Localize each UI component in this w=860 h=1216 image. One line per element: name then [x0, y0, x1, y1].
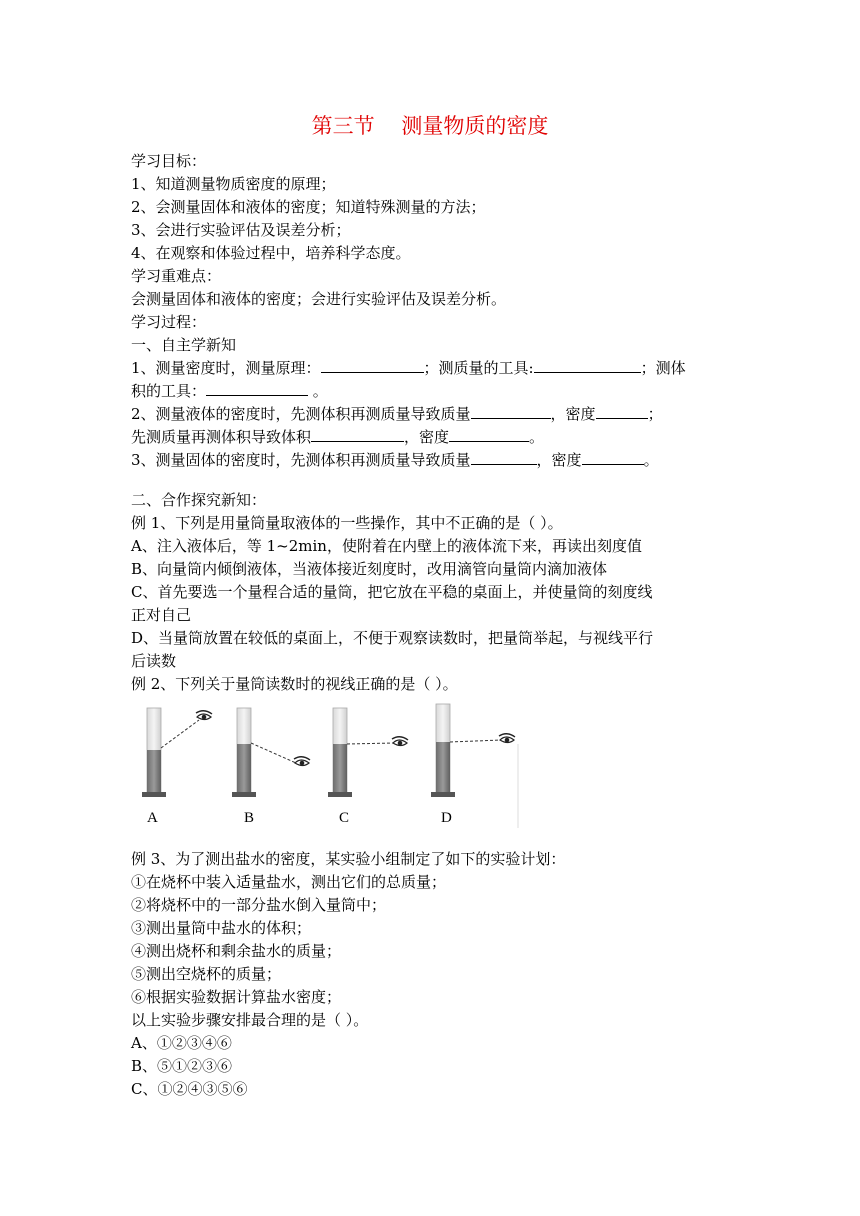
example-3-option-a: A、①②③④⑥: [131, 1034, 232, 1052]
q1-text-volume-tool: 积的工具：: [131, 382, 207, 400]
example-3-step: ⑥根据实验数据计算盐水密度；: [131, 988, 342, 1006]
cylinder-b: [232, 708, 310, 797]
example-3-step: ②将烧杯中的一部分盐水倒入量筒中；: [131, 896, 387, 914]
q2-text-end: 。: [529, 428, 545, 446]
answer-blank[interactable]: [321, 357, 424, 373]
answer-blank[interactable]: [534, 357, 641, 373]
q3-text-solid: 3、测量固体的密度时，先测体积再测质量导致质量: [131, 451, 471, 469]
q2-text-volume: 先测质量再测体积导致体积: [131, 428, 312, 446]
key-points-text: 会测量固体和液体的密度；会进行实验评估及误差分析。: [131, 290, 507, 308]
answer-blank[interactable]: [582, 449, 644, 465]
cylinder-c: [328, 708, 408, 797]
objective-item: 4、在观察和体验过程中，培养科学态度。: [131, 244, 411, 262]
example-1-option-c: C、首先要选一个量程合适的量筒，把它放在平稳的桌面上，并使量筒的刻度线: [131, 583, 653, 601]
figure-label-a: A: [147, 810, 158, 826]
question-1-line-1: [131, 357, 686, 379]
figure-label-b: B: [244, 810, 255, 826]
example-3-question: 例 3、为了测出盐水的密度，某实验小组制定了如下的实验计划：: [131, 850, 566, 868]
question-2-line-2: [131, 426, 544, 448]
question-2-line-1: [131, 403, 663, 425]
answer-blank[interactable]: [311, 426, 404, 442]
answer-blank[interactable]: [471, 403, 551, 419]
example-1-option-d: D、当量筒放置在较低的桌面上，不便于观察读数时，把量筒举起，与视线平行: [131, 629, 654, 647]
process-heading: 学习过程：: [131, 313, 207, 331]
question-1-line-2: [131, 380, 328, 402]
page-title: 第三节 测量物质的密度: [311, 114, 549, 138]
q2-text-density: ，密度: [550, 405, 596, 423]
answer-blank[interactable]: [471, 449, 537, 465]
q3-text-density: ，密度: [536, 451, 582, 469]
answer-blank[interactable]: [449, 426, 529, 442]
q1-text-principle: 1、测量密度时，测量原理：: [131, 359, 321, 377]
q1-text-end: 。: [308, 382, 328, 400]
example-3-step: ①在烧杯中装入适量盐水，测出它们的总质量；: [131, 873, 447, 891]
cylinder-reading-figure: [131, 700, 531, 835]
example-1-option-b: B、向量筒内倾倒液体，当液体接近刻度时，改用滴管向量筒内滴加液体: [131, 560, 608, 578]
example-1-option-d-cont: 后读数: [131, 652, 177, 670]
example-3-option-c: C、①②④③⑤⑥: [131, 1080, 248, 1098]
q1-text-mass-tool: ；测质量的工具:: [423, 359, 534, 377]
example-3-step: ③测出量筒中盐水的体积；: [131, 919, 312, 937]
example-1-option-a: A、注入液体后，等 1~2min，使附着在内壁上的液体流下来，再读出刻度值: [131, 537, 642, 555]
objectives-heading: 学习目标：: [131, 152, 207, 170]
q3-text-end: 。: [643, 451, 659, 469]
q1-text-volume: ；测体: [640, 359, 686, 377]
example-2-question: 例 2、下列关于量筒读数时的视线正确的是（ ）。: [131, 675, 458, 693]
figure-label-c: C: [339, 810, 350, 826]
example-3-step: ⑤测出空烧杯的质量；: [131, 965, 282, 983]
cylinder-a: [142, 708, 212, 797]
example-1-question: 例 1、下列是用量筒量取液体的一些操作，其中不正确的是（ ）。: [131, 514, 563, 532]
q2-text-sep: ；: [647, 405, 663, 423]
q2-text-liquid: 2、测量液体的密度时，先测体积再测质量导致质量: [131, 405, 471, 423]
question-3: [131, 449, 659, 471]
key-points-heading: 学习重难点：: [131, 267, 222, 285]
section1-heading: 一、自主学新知: [131, 336, 237, 354]
answer-blank[interactable]: [206, 380, 308, 396]
q2-text-density-2: ，密度: [404, 428, 450, 446]
example-3-option-b: B、⑤①②③⑥: [131, 1057, 233, 1075]
objective-item: 3、会进行实验评估及误差分析；: [131, 221, 351, 239]
figure-label-d: D: [441, 810, 452, 826]
objective-item: 2、会测量固体和液体的密度；知道特殊测量的方法；: [131, 198, 486, 216]
example-3-step: ④测出烧杯和剩余盐水的质量；: [131, 942, 342, 960]
cylinders-illustration: [131, 700, 531, 835]
answer-blank[interactable]: [596, 403, 648, 419]
objective-item: 1、知道测量物质密度的原理；: [131, 175, 336, 193]
section2-heading: 二、合作探究新知：: [131, 491, 267, 509]
example-3-prompt: 以上实验步骤安排最合理的是（ ）。: [131, 1011, 369, 1029]
example-1-option-c-cont: 正对自己: [131, 606, 192, 624]
